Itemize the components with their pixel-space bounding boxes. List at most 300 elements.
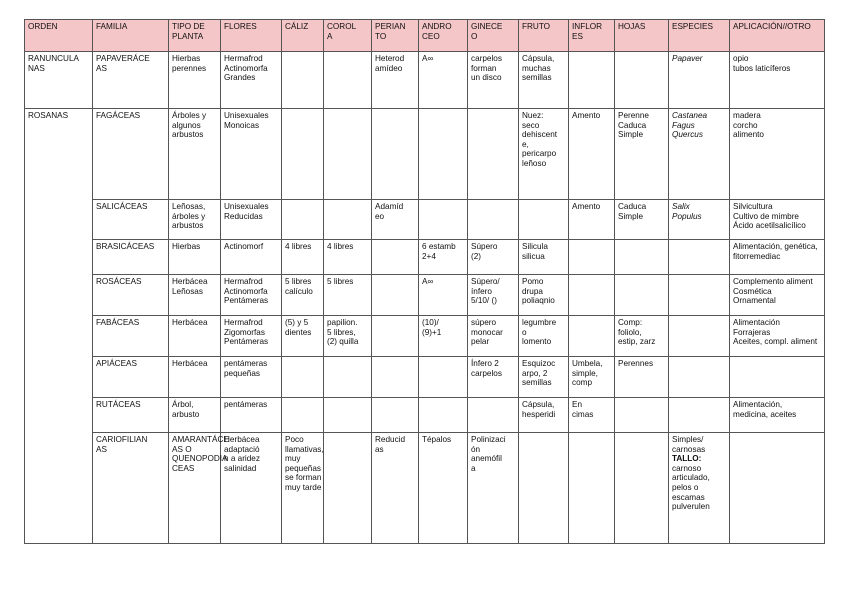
cell-tipo — [169, 52, 221, 109]
cell-androceo — [419, 109, 468, 200]
cell-line: llamativas, — [285, 444, 324, 454]
cell-line: Cápsula, — [522, 54, 555, 63]
cell-perianto — [372, 200, 419, 240]
cell-line: QUENOPODIA — [172, 454, 228, 464]
cell-line: drupa — [522, 286, 543, 296]
cell-line: muy tarde — [285, 482, 322, 492]
cell-flores — [221, 357, 282, 398]
cell-line: Hierbas — [172, 54, 201, 63]
cell-line: NAS — [28, 63, 45, 73]
table-row-amarantaceas — [25, 433, 825, 544]
cell-inflores — [569, 52, 615, 109]
cell-line: RUTÁCEAS — [96, 400, 141, 409]
cell-androceo — [419, 240, 468, 275]
cell-line: Pomo — [522, 277, 544, 286]
cell-line: PERIAN — [375, 22, 406, 31]
cell-especies — [669, 240, 730, 275]
cell-line: Hermafrod — [224, 318, 263, 327]
cell-line: pentámeras — [224, 400, 268, 409]
cell-line: Ácido acetilsalicílico — [733, 221, 806, 231]
cell-gineceo — [468, 240, 519, 275]
cell-line: Salix — [672, 202, 690, 211]
cell-line: cimas — [572, 409, 594, 419]
cell-especies — [669, 275, 730, 316]
cell-hojas — [615, 200, 669, 240]
cell-line: opio — [733, 54, 749, 63]
cell-line: 6 estamb — [422, 242, 456, 251]
cell-perianto — [372, 240, 419, 275]
header-hojas — [615, 20, 669, 52]
cell-line: RANUNCULA — [28, 54, 79, 63]
cell-line: Comp: — [618, 318, 643, 327]
cell-line: O — [471, 31, 478, 41]
cell-line: Amento — [572, 111, 601, 120]
cell-corola — [324, 316, 372, 357]
cell-line: legumbre — [522, 318, 557, 327]
cell-familia — [93, 398, 169, 433]
header-especies — [669, 20, 730, 52]
table-row-brasicaceas — [25, 240, 825, 275]
cell-hojas — [615, 240, 669, 275]
cell-line: o — [522, 327, 527, 337]
cell-line: articulado, — [672, 473, 710, 483]
cell-line: COROL — [327, 22, 357, 31]
cell-line: madera — [733, 111, 761, 120]
cell-line: Silvicultura — [733, 202, 773, 211]
cell-corola — [324, 275, 372, 316]
cell-hojas — [615, 52, 669, 109]
cell-line: escamas — [672, 492, 705, 502]
header-row — [25, 20, 825, 52]
cell-tipo — [169, 398, 221, 433]
table-row-fabaceas — [25, 316, 825, 357]
cell-especies — [669, 109, 730, 200]
cell-line: En — [572, 400, 583, 409]
cell-caliz — [324, 433, 372, 544]
cell-line: un disco — [471, 73, 502, 83]
cell-corola — [372, 433, 419, 544]
cell-line: TIPO DE — [172, 22, 205, 31]
cell-line: AS — [96, 63, 107, 73]
cell-line: (9)+1 — [422, 327, 442, 337]
cell-especies — [669, 52, 730, 109]
cell-line: Quercus — [672, 130, 703, 140]
header-orden — [25, 20, 93, 52]
table-row-apiaceas — [25, 357, 825, 398]
cell-gineceo — [468, 357, 519, 398]
cell-familia — [169, 433, 229, 544]
cell-line: pericarpo — [522, 149, 557, 159]
cell-line: Perenne — [618, 111, 649, 120]
cell-line: algunos — [172, 120, 201, 130]
cell-line: Zigomorfas — [224, 327, 265, 337]
cell-androceo — [419, 357, 468, 398]
cell-line: Heterod — [375, 54, 405, 63]
cell-line: Herbácea — [172, 359, 208, 368]
cell-inflores — [569, 357, 615, 398]
cell-perianto — [419, 433, 468, 544]
cell-line: Adamíd — [375, 202, 404, 211]
cell-line: adaptació — [224, 444, 260, 454]
cell-caliz — [282, 240, 324, 275]
cell-line: pequeñas — [224, 368, 260, 378]
cell-line: perennes — [172, 63, 207, 73]
cell-aplicacion — [730, 109, 825, 200]
cell-line: lomento — [522, 337, 552, 347]
cell-orden — [25, 109, 93, 544]
cell-aplicacion — [730, 52, 825, 109]
cell-flores — [221, 275, 282, 316]
cell-flores — [221, 109, 282, 200]
cell-line: FAMILIA — [96, 22, 128, 31]
cell-androceo — [419, 316, 468, 357]
cell-line: muy — [285, 454, 301, 464]
header-inflorescencia — [569, 20, 615, 52]
cell-line: Árbol, — [172, 400, 194, 409]
cell-line: pentámeras — [224, 359, 268, 368]
cell-tipo — [169, 240, 221, 275]
cell-corola — [324, 357, 372, 398]
cell-line: 5 libres — [285, 277, 312, 286]
cell-line: Actinomorf — [224, 242, 264, 251]
plant-families-table — [24, 19, 825, 544]
cell-line: Caduca — [618, 202, 647, 211]
cell-line: Tépalos — [422, 435, 452, 444]
cell-line: A∞ — [422, 54, 434, 63]
table-row-papaveraceas — [25, 52, 825, 109]
cell-line: Fagus — [672, 120, 695, 130]
cell-line: Leñosas, — [172, 202, 206, 211]
cell-line: carpelos — [471, 54, 502, 63]
cell-perianto — [372, 275, 419, 316]
cell-line: Herbácea — [224, 435, 260, 444]
cell-aplicacion — [730, 275, 825, 316]
cell-line: se forman — [285, 473, 322, 483]
cell-line: medicina, aceites — [733, 409, 797, 419]
cell-line: pequeñas — [285, 463, 321, 473]
cell-line: Forrajeras — [733, 327, 771, 337]
header-aplicacion — [730, 20, 825, 52]
cell-caliz — [282, 316, 324, 357]
cell-line: Súpero/ — [471, 277, 500, 286]
cell-line: corcho — [733, 120, 758, 130]
header-tipo-de-planta — [169, 20, 221, 52]
cell-line: 2+4 — [422, 251, 436, 261]
cell-fruto — [519, 316, 569, 357]
cell-familia — [93, 240, 169, 275]
cell-line: carpelos — [471, 368, 502, 378]
cell-familia — [93, 200, 169, 240]
cell-caliz — [282, 52, 324, 109]
cell-line: Populus — [672, 211, 702, 221]
cell-line: ínfero — [471, 286, 492, 296]
cell-line: pulverulen — [672, 502, 710, 512]
cell-line: INFLOR — [572, 22, 603, 31]
cell-line: Cápsula, — [522, 400, 555, 409]
cell-line: APLICACIÓN//OTRO — [733, 22, 811, 31]
cell-perianto — [372, 398, 419, 433]
cell-flores — [221, 316, 282, 357]
cell-line: AMARANTÁCE — [172, 435, 229, 444]
cell-fruto — [519, 240, 569, 275]
cell-line: seco — [522, 120, 540, 130]
cell-line: Actinomorfa — [224, 63, 268, 73]
header-caliz — [282, 20, 324, 52]
cell-line: Umbela, — [572, 359, 603, 368]
cell-inflores — [569, 275, 615, 316]
cell-line: AS O — [172, 444, 192, 454]
cell-line: ES — [572, 31, 583, 41]
cell-hojas — [615, 357, 669, 398]
cell-line: foliolo, — [618, 327, 642, 337]
cell-line: FABÁCEAS — [96, 318, 140, 327]
cell-line: semillas — [522, 378, 552, 388]
cell-line: simple, — [572, 368, 598, 378]
header-familia — [93, 20, 169, 52]
cell-tipo — [169, 200, 221, 240]
cell-line: hesperidi — [522, 409, 556, 419]
cell-line: SALICÁCEAS — [96, 202, 148, 211]
cell-line: Aceites, compl. aliment — [733, 337, 818, 347]
cell-line: Alimentación, genética, — [733, 242, 818, 251]
cell-aplicacion — [730, 316, 825, 357]
cell-line: PLANTA — [172, 31, 204, 41]
cell-familia — [93, 109, 169, 200]
cell-line: TO — [375, 31, 387, 41]
cell-line: monocar — [471, 327, 503, 337]
cell-caliz — [282, 357, 324, 398]
cell-fruto — [519, 200, 569, 240]
cell-line: (10)/ — [422, 318, 439, 327]
cell-line: semillas — [522, 73, 552, 83]
cell-line: HOJAS — [618, 22, 646, 31]
cell-especies — [669, 200, 730, 240]
cell-corola — [324, 200, 372, 240]
cell-hojas — [615, 316, 669, 357]
cell-line: Simple — [618, 211, 644, 221]
cell-line: anemófil — [471, 454, 502, 464]
cell-androceo — [419, 200, 468, 240]
cell-line: 4 libres — [285, 242, 312, 251]
cell-line: 5 libres, — [327, 327, 356, 337]
cell-perianto — [372, 357, 419, 398]
cell-line: alimento — [733, 130, 764, 140]
cell-tipo — [169, 316, 221, 357]
cell-line: FAGÁCEAS — [96, 111, 141, 120]
cell-tipo — [221, 433, 282, 544]
cell-line: CÁLIZ — [285, 22, 309, 31]
cell-tipo — [169, 109, 221, 200]
cell-line: Leñosas — [172, 286, 203, 296]
cell-line: carnoso — [672, 463, 702, 473]
cell-hojas — [669, 433, 730, 544]
cell-especies — [669, 357, 730, 398]
cell-caliz — [282, 200, 324, 240]
cell-line: dientes — [285, 327, 312, 337]
cell-line: muchas — [522, 63, 551, 73]
cell-gineceo — [468, 316, 519, 357]
cell-line: APIÁCEAS — [96, 359, 137, 368]
cell-line: Silicula — [522, 242, 548, 251]
cell-caliz — [282, 275, 324, 316]
cell-fruto — [519, 275, 569, 316]
cell-line: Complemento aliment — [733, 277, 813, 286]
header-flores — [221, 20, 282, 52]
cell-line: A — [327, 31, 333, 41]
cell-familia — [93, 357, 169, 398]
cell-line: Hermafrod — [224, 54, 263, 63]
cell-orden — [25, 52, 93, 109]
cell-especies — [669, 398, 730, 433]
cell-line: pelos o — [672, 482, 699, 492]
cell-line: Grandes — [224, 73, 256, 83]
table-row-rosaceas — [25, 275, 825, 316]
cell-line: BRASICÁCEAS — [96, 242, 155, 251]
cell-line: arbustos — [172, 221, 204, 231]
cell-line: arpo, 2 — [522, 368, 548, 378]
cell-line: Ornamental — [733, 296, 776, 306]
cell-line: carnosas — [672, 444, 706, 454]
cell-inflores — [569, 316, 615, 357]
cell-line: Caduca — [618, 120, 647, 130]
cell-androceo — [419, 52, 468, 109]
cell-line: comp — [572, 378, 593, 388]
cell-familia — [93, 275, 169, 316]
cell-line: eo — [375, 211, 385, 221]
cell-fruto — [519, 52, 569, 109]
cell-line: ESPECIES — [672, 22, 713, 31]
cell-line: estip, zarz — [618, 337, 656, 347]
cell-line: tubos laticíferos — [733, 63, 791, 73]
cell-line: Reducidas — [224, 211, 263, 221]
cell-line: CEO — [422, 31, 440, 41]
cell-line: Herbácea — [172, 318, 208, 327]
cell-line: Herbácea — [172, 277, 208, 286]
cell-line: e, — [522, 139, 529, 149]
cell-line: Ínfero 2 — [471, 359, 499, 368]
cell-aplicacion — [730, 200, 825, 240]
cell-line: Hermafrod — [224, 277, 263, 286]
cell-line: ROSANAS — [28, 111, 69, 120]
cell-inflores — [569, 200, 615, 240]
cell-androceo — [419, 398, 468, 433]
cell-gineceo — [468, 52, 519, 109]
cell-line: Pentámeras — [224, 337, 269, 347]
cell-corola — [324, 240, 372, 275]
cell-line: leñoso — [522, 158, 547, 168]
cell-line: Alimentación, — [733, 400, 783, 409]
header-gineceo — [468, 20, 519, 52]
cell-line: (5) y 5 — [285, 318, 309, 327]
cell-line: dehiscent — [522, 130, 558, 140]
cell-perianto — [372, 316, 419, 357]
cell-familia — [93, 52, 169, 109]
cell-line: salinidad — [224, 463, 257, 473]
cell-line: Reducid — [375, 435, 406, 444]
cell-aplicacion — [730, 398, 825, 433]
cell-line: GINECE — [471, 22, 503, 31]
cell-line: Hierbas — [172, 242, 201, 251]
cell-line: Papaver — [672, 54, 703, 63]
cell-line: Simples/ — [672, 435, 704, 444]
table-row-fagaceas — [25, 109, 825, 200]
cell-line: silicua — [522, 251, 545, 261]
cell-line: papilion. — [327, 318, 358, 327]
cell-line: 4 libres — [327, 242, 354, 251]
header-androceo — [419, 20, 468, 52]
cell-line: Unisexuales — [224, 111, 269, 120]
cell-line: Perennes — [618, 359, 654, 368]
cell-gineceo — [468, 398, 519, 433]
cell-line: A∞ — [422, 277, 434, 286]
cell-gineceo — [468, 275, 519, 316]
cell-line: Nuez: — [522, 111, 544, 120]
header-corola — [324, 20, 372, 52]
cell-line: pelar — [471, 337, 490, 347]
cell-line: FRUTO — [522, 22, 551, 31]
cell-especies — [730, 433, 825, 544]
cell-line: PAPAVERÁCE — [96, 54, 150, 63]
cell-line: FLORES — [224, 22, 257, 31]
cell-line: fitorremediac — [733, 251, 781, 261]
cell-line: Poco — [285, 435, 304, 444]
cell-line: arbustos — [172, 130, 204, 140]
cell-line: amídeo — [375, 63, 403, 73]
cell-tipo — [169, 275, 221, 316]
header-perianto — [372, 20, 419, 52]
cell-line: Pentámeras — [224, 296, 269, 306]
cell-gineceo — [468, 109, 519, 200]
cell-line: Simple — [618, 130, 644, 140]
cell-familia — [93, 316, 169, 357]
cell-line: Árboles y — [172, 111, 207, 120]
cell-perianto — [372, 109, 419, 200]
cell-inflores — [569, 398, 615, 433]
cell-inflores — [569, 109, 615, 200]
cell-flores — [221, 200, 282, 240]
cell-line: ROSÁCEAS — [96, 277, 142, 286]
cell-line: Esquizoc — [522, 359, 556, 368]
cell-fruto — [519, 357, 569, 398]
cell-corola — [324, 109, 372, 200]
cell-inflores — [615, 433, 669, 544]
cell-line: Alimentación — [733, 318, 780, 327]
cell-caliz — [282, 398, 324, 433]
cell-perianto — [372, 52, 419, 109]
cell-line: as — [375, 444, 384, 454]
cell-line: CEAS — [172, 463, 195, 473]
cell-flores — [221, 52, 282, 109]
cell-line: Súpero — [471, 242, 498, 251]
cell-flores — [221, 240, 282, 275]
cell-aplicacion — [730, 357, 825, 398]
cell-line: (2) — [471, 251, 482, 261]
cell-gineceo — [519, 433, 569, 544]
cell-line: TALLO: — [672, 454, 702, 464]
cell-line: arbusto — [172, 409, 200, 419]
cell-line: Castanea — [672, 111, 708, 120]
cell-hojas — [615, 398, 669, 433]
cell-line: calículo — [285, 286, 313, 296]
cell-especies — [669, 316, 730, 357]
cell-line: ANDRO — [422, 22, 452, 31]
cell-corola — [324, 398, 372, 433]
cell-line: CARIOFILIAN — [96, 435, 148, 444]
cell-orden — [93, 433, 169, 544]
cell-flores — [282, 433, 324, 544]
cell-line: forman — [471, 63, 497, 73]
cell-line: a — [471, 463, 476, 473]
